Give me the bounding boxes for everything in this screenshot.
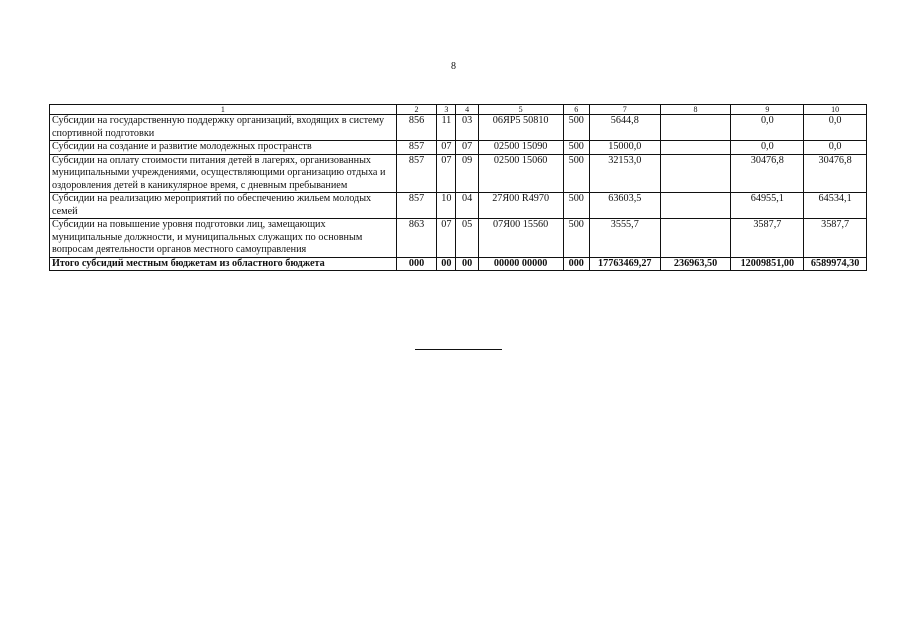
table-row [50, 193, 867, 219]
target-article-code: 02500 15090 [478, 141, 563, 155]
total-col8: 236963,50 [660, 257, 731, 271]
section-code: 07 [437, 219, 456, 258]
total-col7: 17763469,27 [589, 257, 660, 271]
target-article-code: 02500 15060 [478, 154, 563, 193]
table-row [50, 219, 867, 258]
amount-col10: 3587,7 [804, 219, 867, 258]
column-header: 9 [731, 105, 804, 115]
amount-col8 [660, 154, 731, 193]
target-article-code: 27Я00 R4970 [478, 193, 563, 219]
amount-col9: 0,0 [731, 115, 804, 141]
target-article-code: 07Я00 15560 [478, 219, 563, 258]
total-row [50, 257, 867, 271]
subsection-code: 07 [456, 141, 478, 155]
amount-col7: 3555,7 [589, 219, 660, 258]
amount-col7: 5644,8 [589, 115, 660, 141]
amount-col10: 64534,1 [804, 193, 867, 219]
column-header: 8 [660, 105, 731, 115]
total-col9: 12009851,00 [731, 257, 804, 271]
table-row [50, 141, 867, 155]
amount-col9: 0,0 [731, 141, 804, 155]
amount-col10: 0,0 [804, 141, 867, 155]
target-article-code: 06ЯР5 50810 [478, 115, 563, 141]
subsidy-name: Субсидии на государственную поддержку организаций, входящих в систему спортивной подготовки [50, 115, 397, 141]
ministry-code: 856 [396, 115, 436, 141]
column-header: 6 [563, 105, 589, 115]
table-row [50, 115, 867, 141]
amount-col7: 15000,0 [589, 141, 660, 155]
subsidy-name: Субсидии на создание и развитие молодежных пространств [50, 141, 397, 155]
amount-col8 [660, 219, 731, 258]
column-header: 10 [804, 105, 867, 115]
end-divider-line [415, 349, 502, 350]
ministry-code: 000 [396, 257, 436, 271]
subsection-code: 05 [456, 219, 478, 258]
amount-col8 [660, 141, 731, 155]
table-row [50, 154, 867, 193]
subsidy-name: Субсидии на реализацию мероприятий по обеспечению жильем молодых семей [50, 193, 397, 219]
amount-col9: 3587,7 [731, 219, 804, 258]
amount-col7: 63603,5 [589, 193, 660, 219]
expense-type-code: 500 [563, 115, 589, 141]
amount-col10: 30476,8 [804, 154, 867, 193]
section-code: 07 [437, 154, 456, 193]
amount-col7: 32153,0 [589, 154, 660, 193]
expense-type-code: 500 [563, 219, 589, 258]
column-header: 3 [437, 105, 456, 115]
subsection-code: 03 [456, 115, 478, 141]
column-header: 5 [478, 105, 563, 115]
ministry-code: 857 [396, 154, 436, 193]
section-code: 07 [437, 141, 456, 155]
column-header: 7 [589, 105, 660, 115]
column-header: 4 [456, 105, 478, 115]
expense-type-code: 500 [563, 154, 589, 193]
subsidy-name: Субсидии на оплату стоимости питания детей в лагерях, организованных муниципальными учреждениями, осуществляющими организацию отдыха и оздоровления детей в каникулярное время, с дневным пребыванием [50, 154, 397, 193]
section-code: 00 [437, 257, 456, 271]
amount-col8 [660, 115, 731, 141]
expense-type-code: 000 [563, 257, 589, 271]
page-number: 8 [451, 61, 456, 72]
column-header: 2 [396, 105, 436, 115]
amount-col9: 30476,8 [731, 154, 804, 193]
subsection-code: 00 [456, 257, 478, 271]
target-article-code: 00000 00000 [478, 257, 563, 271]
section-code: 10 [437, 193, 456, 219]
subsidy-name: Субсидии на повышение уровня подготовки лиц, замещающих муниципальные должности, и муниципальных служащих по основным вопросам деятельности органов местного самоуправления [50, 219, 397, 258]
subsection-code: 09 [456, 154, 478, 193]
total-col10: 6589974,30 [804, 257, 867, 271]
column-header: 1 [50, 105, 397, 115]
section-code: 11 [437, 115, 456, 141]
expense-type-code: 500 [563, 193, 589, 219]
amount-col10: 0,0 [804, 115, 867, 141]
column-number-row [50, 105, 867, 115]
amount-col8 [660, 193, 731, 219]
ministry-code: 857 [396, 141, 436, 155]
ministry-code: 863 [396, 219, 436, 258]
amount-col9: 64955,1 [731, 193, 804, 219]
subsidies-table [49, 104, 867, 271]
total-label: Итого субсидий местным бюджетам из областного бюджета [50, 257, 397, 271]
expense-type-code: 500 [563, 141, 589, 155]
ministry-code: 857 [396, 193, 436, 219]
subsection-code: 04 [456, 193, 478, 219]
